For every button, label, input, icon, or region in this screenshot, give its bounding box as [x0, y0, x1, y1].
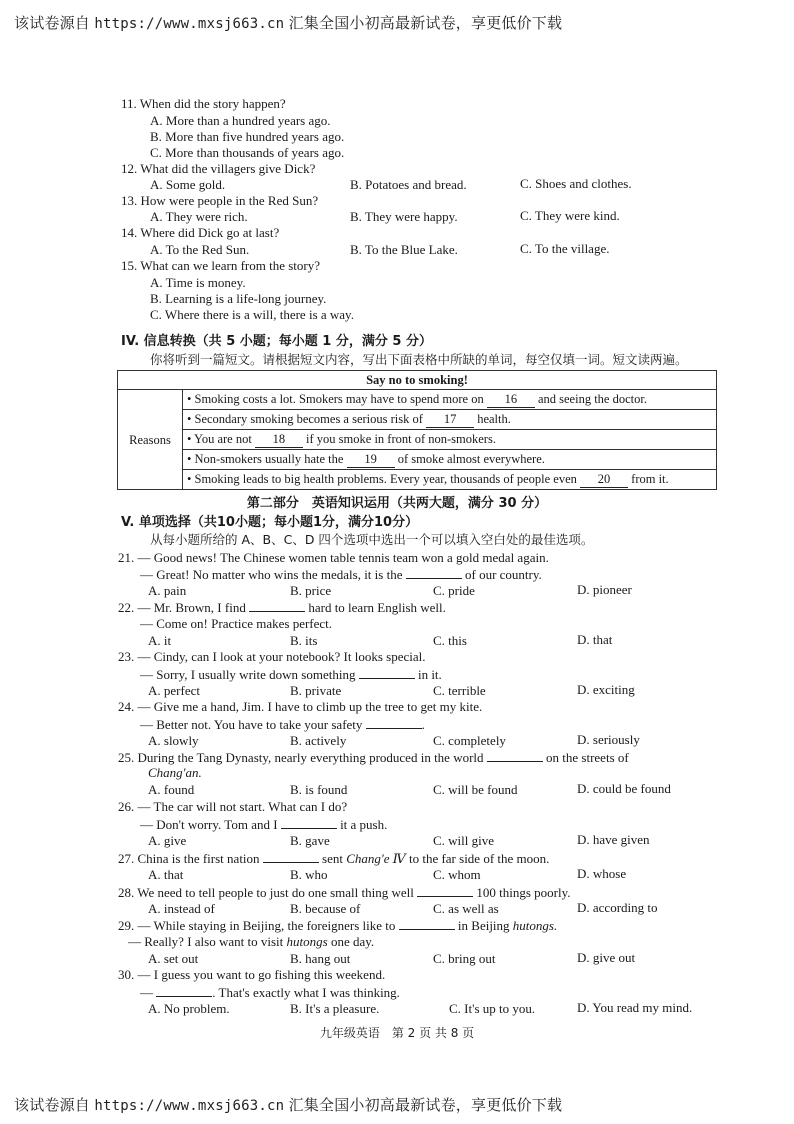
q21-option-a: A. pain [148, 583, 187, 598]
q14-option-a: A. To the Red Sun. [150, 242, 250, 257]
table-cell [183, 470, 717, 490]
q12-stem: 12. What did the villagers give Dick? [121, 161, 316, 176]
q29-line-2-italic: hutongs [286, 934, 328, 949]
q27-line-1-italic: Chang'e Ⅳ [346, 851, 406, 866]
q27-line-1 [118, 850, 549, 867]
q25-option-a: A. found [148, 782, 195, 797]
bottom-banner [14, 1094, 562, 1115]
q29-line-1 [118, 917, 557, 934]
q29-option-c: C. bring out [433, 951, 496, 966]
q14-stem: 14. Where did Dick go at last? [121, 225, 280, 240]
q24-blank[interactable] [366, 716, 422, 729]
blank-20[interactable]: 20 [580, 471, 628, 488]
row-20-text-end: from it. [631, 472, 669, 486]
q22-line-1-start: 22. — Mr. Brown, I find [118, 600, 246, 615]
row-16-text-end: and seeing the doctor. [537, 392, 647, 406]
q27-line-1-end: to the far side of the moon. [408, 851, 550, 866]
q26-line-2-end: it a push. [340, 817, 388, 832]
q13-stem: 13. How were people in the Red Sun? [121, 193, 319, 208]
q26-option-a: A. give [148, 833, 187, 848]
section-5-title: V. 单项选择（共10小题；每小题1分，满分10分） [121, 515, 419, 530]
q30-option-c: C. It's up to you. [449, 1001, 536, 1016]
q27-option-c: C. whom [433, 867, 481, 882]
table-row [118, 410, 717, 430]
row-16-text: • Smoking costs a lot. Smokers may have to spend more on [187, 392, 484, 406]
q29-blank[interactable] [399, 917, 455, 930]
q26-option-b: B. gave [290, 833, 330, 848]
row-18-text: • You are not [187, 432, 252, 446]
q28-option-a: A. instead of [148, 901, 215, 916]
row-19-text-end: of smoke almost everywhere. [397, 452, 545, 466]
q27-option-b: B. who [290, 867, 328, 882]
q21-line-2-end: of our country. [464, 567, 542, 582]
q26-line-1: 26. — The car will not start. What can I do? [118, 799, 348, 814]
q29-line-1-italic: hutongs. [512, 918, 558, 933]
q23-option-c: C. terrible [433, 683, 486, 698]
q22-option-b: B. its [290, 633, 318, 648]
q30-option-a: A. No problem. [148, 1001, 230, 1016]
q11-option-a: A. More than a hundred years ago. [150, 113, 331, 128]
blank-16[interactable]: 16 [487, 391, 535, 408]
q28-line-1-start: 28. We need to tell people to just do one small thing well [118, 885, 414, 900]
q29-option-a: A. set out [148, 951, 199, 966]
q29-option-b: B. hang out [290, 951, 351, 966]
info-table [117, 370, 717, 490]
table-row-label: Reasons [118, 390, 183, 490]
q22-blank[interactable] [249, 599, 305, 612]
q15-option-c: C. Where there is a will, there is a way. [150, 307, 354, 322]
q29-line-1-start: 29. — While staying in Beijing, the foreigners like to [118, 918, 396, 933]
blank-17[interactable]: 17 [426, 411, 474, 428]
q12-option-a: A. Some gold. [150, 177, 226, 192]
q26-line-2-start: — Don't worry. Tom and I [140, 817, 278, 832]
q14-option-c: C. To the village. [520, 241, 610, 256]
row-18-text-end: if you smoke in front of non-smokers. [306, 432, 496, 446]
q27-blank[interactable] [263, 850, 319, 863]
q15-stem: 15. What can we learn from the story? [121, 258, 321, 273]
q23-line-2-start: — Sorry, I usually write down something [140, 667, 356, 682]
q13-option-c: C. They were kind. [520, 208, 620, 223]
q29-line-2 [128, 934, 374, 950]
banner-suffix: 汇集全国小初高最新试卷，享更低价下载 [288, 15, 563, 32]
q24-line-2 [140, 716, 425, 733]
table-row [118, 450, 717, 470]
q30-option-b: B. It's a pleasure. [290, 1001, 380, 1016]
q29-option-d: D. give out [577, 950, 636, 965]
q23-line-2-end: in it. [417, 667, 442, 682]
q30-line-2 [140, 984, 400, 1001]
q24-line-2-start: — Better not. You have to take your safety [140, 717, 363, 732]
q11-option-c: C. More than thousands of years ago. [150, 145, 345, 160]
q25-blank[interactable] [487, 749, 543, 762]
part-2-title: 第二部分 英语知识运用（共两大题，满分 30 分） [246, 496, 548, 511]
q24-option-b: B. actively [290, 733, 347, 748]
q11-option-b: B. More than five hundred years ago. [150, 129, 345, 144]
q24-option-c: C. completely [433, 733, 506, 748]
q27-line-1-mid: sent [322, 851, 343, 866]
blank-18[interactable]: 18 [255, 431, 303, 448]
row-20-text: • Smoking leads to big health problems. Every year, thousands of people even [187, 472, 577, 486]
row-17-text: • Secondary smoking becomes a serious risk of [187, 412, 423, 426]
page-footer: 九年级英语 第 2 页 共 8 页 [319, 1026, 475, 1040]
q30-line-2-end: . That's exactly what I was thinking. [212, 985, 400, 1000]
q15-option-b: B. Learning is a life-long journey. [150, 291, 327, 306]
q14-option-b: B. To the Blue Lake. [350, 242, 458, 257]
q24-line-2-end: . [421, 717, 425, 732]
q22-option-c: C. this [433, 633, 467, 648]
q25-option-b: B. is found [290, 782, 348, 797]
q13-option-b: B. They were happy. [350, 209, 458, 224]
q27-option-d: D. whose [577, 866, 627, 881]
q25-line-1 [118, 749, 629, 766]
q21-option-c: C. pride [433, 583, 475, 598]
banner-suffix: 汇集全国小初高最新试卷，享更低价下载 [288, 1097, 563, 1114]
blank-19[interactable]: 19 [347, 451, 395, 468]
q23-option-d: D. exciting [577, 682, 635, 697]
row-17-text-end: health. [477, 412, 511, 426]
q22-option-d: D. that [577, 632, 613, 647]
q26-option-c: C. will give [433, 833, 495, 848]
q30-blank[interactable] [156, 984, 212, 997]
table-row [118, 430, 717, 450]
q25-line-1-end: on the streets of [546, 750, 629, 765]
q24-option-d: D. seriously [577, 732, 640, 747]
table-cell [183, 410, 717, 430]
q27-line-1-start: 27. China is the first nation [118, 851, 260, 866]
banner-url[interactable]: https://www.mxsj663.cn [94, 1098, 285, 1114]
table-cell [183, 450, 717, 470]
q23-line-1: 23. — Cindy, can I look at your notebook? It looks special. [118, 649, 426, 664]
q28-option-c: C. as well as [433, 901, 499, 916]
banner-prefix: 该试卷源自 [14, 1097, 91, 1114]
q25-option-d: D. could be found [577, 781, 671, 796]
q21-blank[interactable] [406, 566, 462, 579]
q28-option-b: B. because of [290, 901, 361, 916]
table-row [118, 470, 717, 490]
q23-option-b: B. private [290, 683, 342, 698]
q23-option-a: A. perfect [148, 683, 200, 698]
q21-line-2-start: — Great! No matter who wins the medals, it is the [140, 567, 403, 582]
q29-line-2-end: one day. [330, 934, 375, 949]
q25-line-1-start: 25. During the Tang Dynasty, nearly everything produced in the world [118, 750, 484, 765]
q22-line-2: — Come on! Practice makes perfect. [140, 616, 333, 631]
banner-url[interactable]: https://www.mxsj663.cn [94, 16, 285, 32]
q24-line-1: 24. — Give me a hand, Jim. I have to climb up the tree to get my kite. [118, 699, 483, 714]
q26-line-2 [140, 816, 387, 833]
q21-option-d: D. pioneer [577, 582, 632, 597]
q28-line-1-end: 100 things poorly. [476, 885, 571, 900]
q30-option-d: D. You read my mind. [577, 1000, 693, 1015]
q25-line-2: Chang'an. [148, 765, 202, 780]
q27-option-a: A. that [148, 867, 184, 882]
q11-stem: 11. When did the story happen? [121, 96, 286, 111]
section-5-instruction: 从每小题所给的 A、B、C、D 四个选项中选出一个可以填入空白处的最佳选项。 [150, 532, 594, 547]
q12-option-b: B. Potatoes and bread. [350, 177, 467, 192]
q23-blank[interactable] [359, 666, 415, 679]
q13-option-a: A. They were rich. [150, 209, 248, 224]
q25-option-c: C. will be found [433, 782, 518, 797]
q23-line-2 [140, 666, 442, 683]
q28-option-d: D. according to [577, 900, 658, 915]
q12-option-c: C. Shoes and clothes. [520, 176, 632, 191]
q29-line-2-start: — Really? I also want to visit [128, 934, 284, 949]
section-4-instruction: 你将听到一篇短文。请根据短文内容，写出下面表格中所缺的单词，每空仅填一词。短文读两遍。 [150, 352, 688, 367]
q22-line-1 [118, 599, 446, 616]
q22-line-1-end: hard to learn English well. [308, 600, 446, 615]
table-cell [183, 390, 717, 410]
q28-line-1 [118, 884, 571, 901]
q26-blank[interactable] [281, 816, 337, 829]
table-title: Say no to smoking! [118, 371, 717, 390]
q26-option-d: D. have given [577, 832, 650, 847]
q29-line-1-mid: in Beijing [457, 918, 510, 933]
q21-option-b: B. price [290, 583, 332, 598]
q21-line-2 [140, 566, 542, 583]
q30-line-1: 30. — I guess you want to go fishing this weekend. [118, 967, 386, 982]
row-19-text: • Non-smokers usually hate the [187, 452, 344, 466]
q21-line-1: 21. — Good news! The Chinese women table tennis team won a gold medal again. [118, 550, 549, 565]
table-row [118, 390, 717, 410]
table-cell [183, 430, 717, 450]
q28-blank[interactable] [417, 884, 473, 897]
q22-option-a: A. it [148, 633, 172, 648]
banner-prefix: 该试卷源自 [14, 15, 91, 32]
q24-option-a: A. slowly [148, 733, 199, 748]
q15-option-a: A. Time is money. [150, 275, 246, 290]
section-4-title: IV. 信息转换（共 5 小题；每小题 1 分，满分 5 分） [121, 334, 432, 349]
q30-line-2-start: — [140, 985, 153, 1000]
